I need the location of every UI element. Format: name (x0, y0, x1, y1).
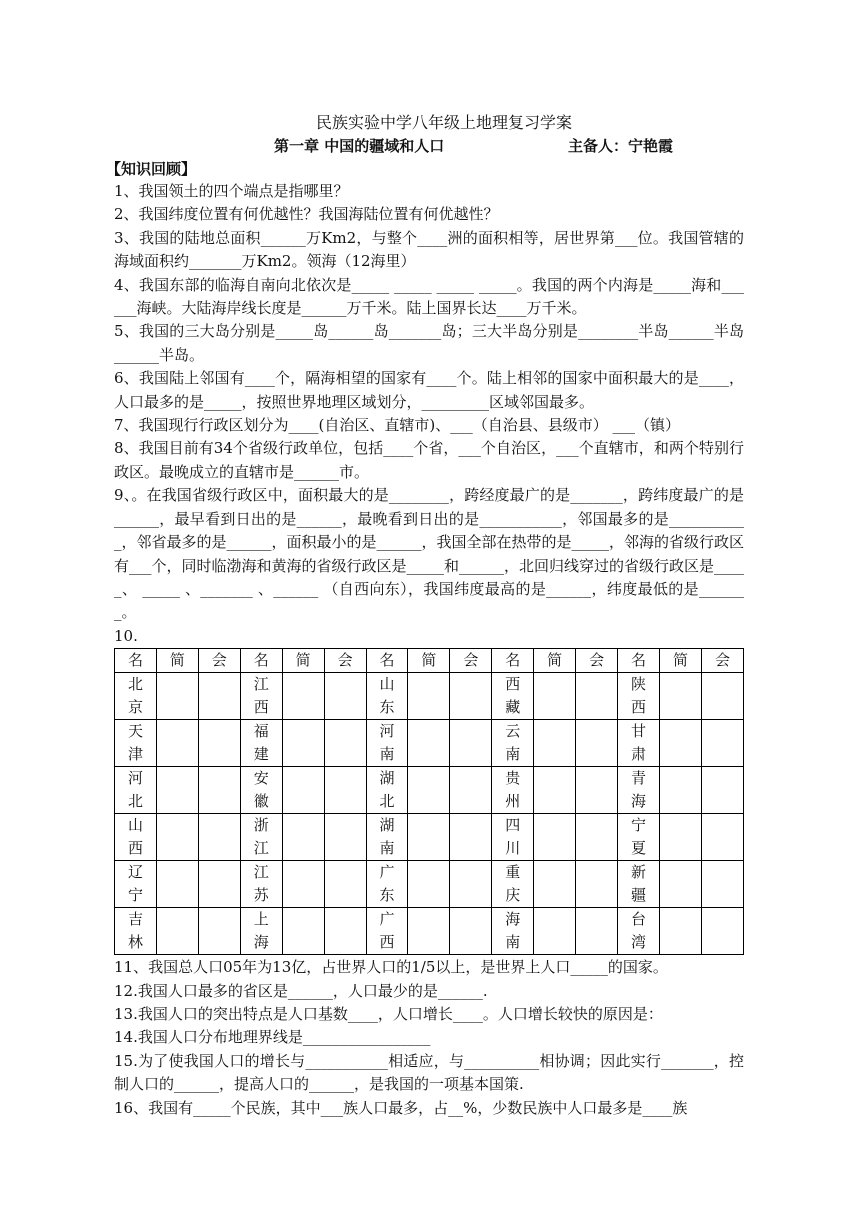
province-name-cell (366, 767, 408, 814)
abbreviation-blank-cell[interactable] (408, 814, 450, 861)
table-row (115, 861, 744, 908)
question-item: 13.我国人口的突出特点是人口基数____，人口增长____。人口增长较快的原因是： (114, 1004, 663, 1023)
province-name: 吉林 (127, 910, 143, 952)
province-name-cell (115, 720, 157, 767)
abbreviation-blank-cell[interactable] (659, 908, 701, 955)
abbreviation-blank-cell[interactable] (282, 861, 324, 908)
abbreviation-blank-cell[interactable] (659, 673, 701, 720)
province-name-cell (240, 908, 282, 955)
capital-blank-cell[interactable] (324, 720, 366, 767)
question-item: 10. (114, 626, 138, 645)
province-name-cell (492, 767, 534, 814)
capital-blank-cell[interactable] (198, 767, 240, 814)
capital-blank-cell[interactable] (450, 673, 492, 720)
capital-blank-cell[interactable] (701, 767, 743, 814)
capital-blank-cell[interactable] (450, 814, 492, 861)
province-name: 广西 (379, 910, 395, 952)
abbreviation-blank-cell[interactable] (659, 720, 701, 767)
province-name: 海南 (505, 910, 521, 952)
chapter-line (114, 134, 744, 158)
abbreviation-blank-cell[interactable] (534, 767, 576, 814)
table-header-cell: 简 (282, 649, 324, 673)
table-row (115, 767, 744, 814)
table-header-cell: 会 (324, 649, 366, 673)
province-name-cell (618, 861, 660, 908)
province-name-cell (366, 720, 408, 767)
abbreviation-blank-cell[interactable] (156, 673, 198, 720)
table-header-cell: 会 (450, 649, 492, 673)
capital-blank-cell[interactable] (576, 908, 618, 955)
province-name-cell (240, 767, 282, 814)
province-name: 台湾 (631, 910, 647, 952)
capital-blank-cell[interactable] (576, 720, 618, 767)
province-name-cell (492, 861, 534, 908)
abbreviation-blank-cell[interactable] (156, 767, 198, 814)
question-item: 11、我国总人口05年为13亿，占世界人口的1/5以上，是世界上人口_____的国家。 (114, 958, 668, 977)
abbreviation-blank-cell[interactable] (282, 814, 324, 861)
table-header-cell: 名 (366, 649, 408, 673)
capital-blank-cell[interactable] (576, 814, 618, 861)
table-row (115, 720, 744, 767)
province-name: 天津 (127, 722, 143, 764)
table-header-cell: 名 (492, 649, 534, 673)
capital-blank-cell[interactable] (701, 908, 743, 955)
capital-blank-cell[interactable] (701, 720, 743, 767)
abbreviation-blank-cell[interactable] (408, 767, 450, 814)
question-item: 4、我国东部的临海自南向北依次是_____ _____ _____ _____。我国的两个内海是_____海和______海峡。大陆海岸线长度是______万千米。陆上国界长达____万千米。 (114, 275, 744, 318)
abbreviation-blank-cell[interactable] (659, 814, 701, 861)
capital-blank-cell[interactable] (701, 861, 743, 908)
capital-blank-cell[interactable] (324, 673, 366, 720)
abbreviation-blank-cell[interactable] (156, 720, 198, 767)
chapter-title: 第一章 中国的疆域和人口 (274, 137, 445, 155)
province-name-cell (115, 814, 157, 861)
province-name: 广东 (379, 863, 395, 905)
abbreviation-blank-cell[interactable] (408, 908, 450, 955)
capital-blank-cell[interactable] (324, 767, 366, 814)
worksheet-page (106, 112, 745, 1120)
province-name: 江苏 (253, 863, 269, 905)
province-name: 湖南 (379, 816, 395, 858)
question-item: 7、我国现行行政区划分为____(自治区、直辖市)、___（自治县、县级市） ___（镇） (114, 416, 681, 435)
author-label: 主备人：宁艳霞 (568, 137, 674, 155)
question-item: 16、我国有_____个民族，其中___族人口最多，占__%，少数民族中人口最多是____族 (114, 1098, 688, 1117)
province-name: 甘肃 (631, 722, 647, 764)
capital-blank-cell[interactable] (450, 720, 492, 767)
abbreviation-blank-cell[interactable] (282, 908, 324, 955)
province-name: 安徽 (253, 769, 269, 811)
province-name-cell (115, 861, 157, 908)
question-item: 6、我国陆上邻国有____个，隔海相望的国家有____个。陆上相邻的国家中面积最大的是____，人口最多的是_____，按照世界地理区域划分，_________区域邻国最多。 (114, 369, 744, 411)
table-header-cell: 简 (534, 649, 576, 673)
capital-blank-cell[interactable] (450, 767, 492, 814)
province-name-cell (618, 908, 660, 955)
province-name-cell (492, 908, 534, 955)
province-name-cell (492, 673, 534, 720)
abbreviation-blank-cell[interactable] (156, 814, 198, 861)
question-item: 8、我国目前有34个省级行政单位，包括____个省，___个自治区，___个直辖市，和两个特别行政区。最晚成立的直辖市是______市。 (114, 439, 744, 481)
capital-blank-cell[interactable] (198, 720, 240, 767)
table-header-cell: 名 (618, 649, 660, 673)
province-name-cell (240, 861, 282, 908)
table-header-cell: 简 (659, 649, 701, 673)
province-name: 河北 (127, 769, 143, 811)
abbreviation-blank-cell[interactable] (282, 720, 324, 767)
province-name-cell (618, 673, 660, 720)
province-name: 河南 (379, 722, 395, 764)
abbreviation-blank-cell[interactable] (408, 673, 450, 720)
capital-blank-cell[interactable] (701, 814, 743, 861)
worksheet-title: 民族实验中学八年级上地理复习学案 (315, 113, 572, 132)
abbreviation-blank-cell[interactable] (659, 861, 701, 908)
province-name: 辽宁 (127, 863, 143, 905)
capital-blank-cell[interactable] (324, 861, 366, 908)
table-header-cell: 名 (115, 649, 157, 673)
abbreviation-blank-cell[interactable] (282, 673, 324, 720)
province-name: 陕西 (631, 675, 647, 717)
province-name-cell (366, 908, 408, 955)
table-header-cell: 简 (408, 649, 450, 673)
capital-blank-cell[interactable] (576, 673, 618, 720)
capital-blank-cell[interactable] (324, 908, 366, 955)
question-item: 15.为了使我国人口的增长与___________相适应，与__________相协调；因此实行_______，控制人口的______，提高人口的______，是我国的一项基本国策. (114, 1051, 744, 1094)
question-item: 1、我国领土的四个端点是指哪里？ (114, 182, 349, 200)
question-item: 5、我国的三大岛分别是_____岛______岛_______岛；三大半岛分别是________半岛______半岛______半岛。 (114, 322, 744, 364)
province-name: 山西 (127, 816, 143, 858)
capital-blank-cell[interactable] (576, 861, 618, 908)
capital-blank-cell[interactable] (450, 908, 492, 955)
abbreviation-blank-cell[interactable] (156, 908, 198, 955)
capital-blank-cell[interactable] (198, 814, 240, 861)
province-name-cell (618, 720, 660, 767)
province-name-cell (618, 814, 660, 861)
province-table (114, 648, 744, 955)
province-name: 贵州 (505, 769, 521, 811)
capital-blank-cell[interactable] (198, 908, 240, 955)
abbreviation-blank-cell[interactable] (282, 767, 324, 814)
province-name-cell (618, 767, 660, 814)
province-name: 湖北 (379, 769, 395, 811)
abbreviation-blank-cell[interactable] (534, 814, 576, 861)
table-header-cell: 简 (156, 649, 198, 673)
abbreviation-blank-cell[interactable] (534, 908, 576, 955)
table-row (115, 814, 744, 861)
province-name: 山东 (379, 675, 395, 717)
table-header-cell: 名 (240, 649, 282, 673)
province-name-cell (240, 720, 282, 767)
abbreviation-blank-cell[interactable] (534, 861, 576, 908)
table-row (115, 673, 744, 720)
province-name: 江西 (253, 675, 269, 717)
province-name-cell (115, 908, 157, 955)
abbreviation-blank-cell[interactable] (408, 720, 450, 767)
capital-blank-cell[interactable] (198, 673, 240, 720)
question-item: 2、我国纬度位置有何优越性？我国海陆位置有何优越性？ (114, 205, 499, 224)
province-name-cell (492, 814, 534, 861)
question-item: 12.我国人口最多的省区是______，人口最少的是______. (114, 981, 488, 1000)
table-header-cell: 会 (701, 649, 743, 673)
abbreviation-blank-cell[interactable] (408, 861, 450, 908)
capital-blank-cell[interactable] (701, 673, 743, 720)
abbreviation-blank-cell[interactable] (534, 720, 576, 767)
province-name-cell (366, 673, 408, 720)
capital-blank-cell[interactable] (324, 814, 366, 861)
province-name: 上海 (253, 910, 269, 952)
section-heading: 【知识回顾】 (106, 160, 197, 178)
province-name: 北京 (127, 675, 143, 717)
province-name: 浙江 (253, 816, 269, 858)
province-name-cell (115, 673, 157, 720)
province-name: 西藏 (505, 675, 521, 717)
province-name: 重庆 (505, 863, 521, 905)
table-header-cell: 会 (198, 649, 240, 673)
table-row (115, 908, 744, 955)
province-name-cell (115, 767, 157, 814)
abbreviation-blank-cell[interactable] (534, 673, 576, 720)
province-name-cell (366, 861, 408, 908)
province-name: 云南 (505, 722, 521, 764)
abbreviation-blank-cell[interactable] (659, 767, 701, 814)
capital-blank-cell[interactable] (198, 861, 240, 908)
province-name: 新疆 (631, 863, 647, 905)
abbreviation-blank-cell[interactable] (156, 861, 198, 908)
capital-blank-cell[interactable] (450, 861, 492, 908)
question-item: 14.我国人口分布地理界线是_________________ (114, 1028, 431, 1047)
table-header-row (115, 649, 744, 673)
province-name: 宁夏 (631, 816, 647, 858)
questions-block-1 (114, 180, 744, 648)
province-name: 青海 (631, 769, 647, 811)
questions-block-2 (114, 956, 744, 1120)
capital-blank-cell[interactable] (576, 767, 618, 814)
province-name-cell (366, 814, 408, 861)
table-header-cell: 会 (576, 649, 618, 673)
province-name: 福建 (253, 722, 269, 764)
question-item: 3、我国的陆地总面积______万Km2，与整个____洲的面积相等，居世界第___位。我国管辖的海域面积约_______万Km2。领海（12海里） (114, 228, 744, 271)
question-item: 9、。在我国省级行政区中，面积最大的是________，跨经度最广的是_______，跨纬度最广的是______，最早看到日出的是______，最晚看到日出的是___________，邻国最多的是___________，邻省最多的是______，面积最小的是______，我国全部在热带的是_____，邻海的省级行政区有___个，同时临渤海和黄海的省级行政区是_____和______，北回归线穿过的省级行政区是_____、 _____ 、_______ 、______ （自西向东），我国纬度最高的是______，纬度最低的是_______。 (114, 486, 745, 622)
province-name: 四川 (505, 816, 521, 858)
province-name-cell (240, 814, 282, 861)
province-name-cell (492, 720, 534, 767)
province-name-cell (240, 673, 282, 720)
